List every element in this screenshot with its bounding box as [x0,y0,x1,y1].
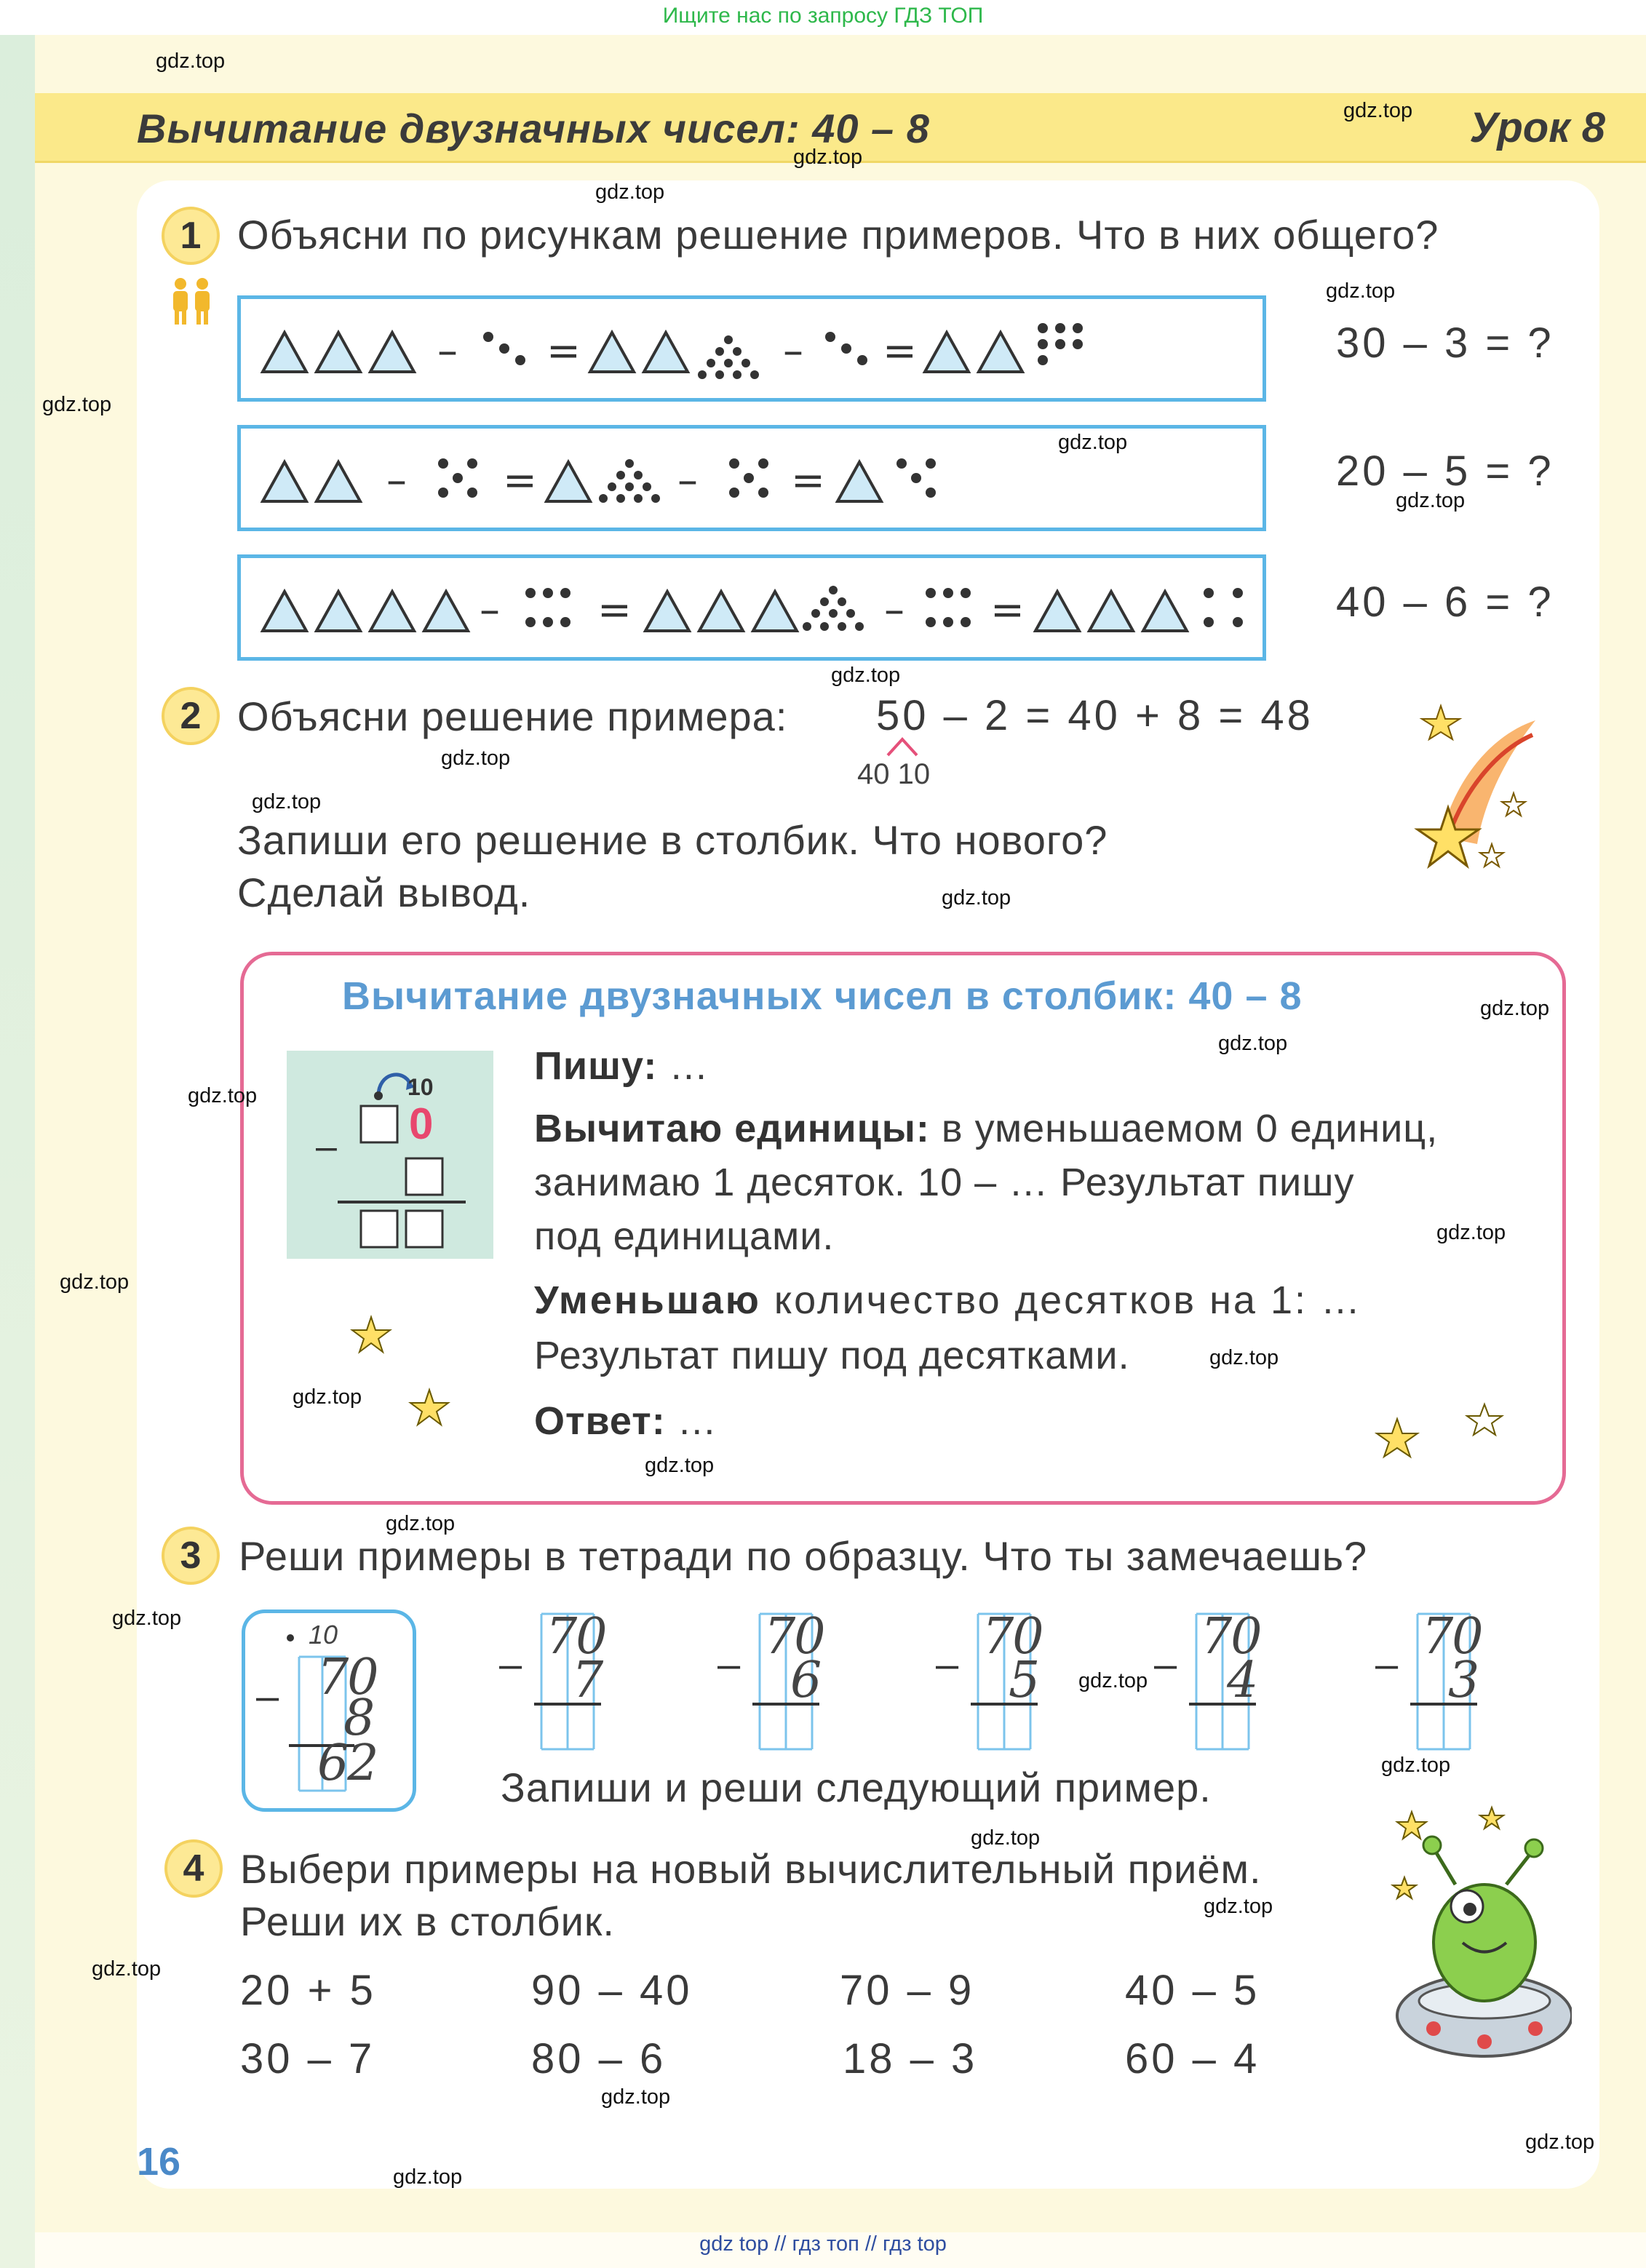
watermark: gdz.top [1396,489,1466,512]
svg-text:–: – [677,457,698,504]
svg-text:=: = [990,586,1025,634]
svg-text:=: = [791,457,825,504]
watermark: gdz.top [1436,1221,1506,1244]
page-number: 16 [137,2140,181,2184]
task3-example-5 [1368,1608,1528,1756]
bottom-banner[interactable]: gdz top // гдз топ // гдз top [699,2232,947,2256]
rule-p3-bold: Уменьшаю [534,1278,761,1322]
task1-picture-row-3 [237,554,1266,661]
example-3-top: 70 [982,1608,1043,1666]
task4-text1: Выбери примеры на новый вычислительный приём. [240,1846,1262,1892]
task2-text: Объясни решение примера: [237,693,788,739]
watermark: gdz.top [645,1454,715,1477]
example-4-sub: 4 [1227,1652,1259,1709]
task3-text: Реши примеры в тетради по образцу. Что ты замечаешь? [239,1533,1368,1579]
task1-picture-row-1 [237,295,1266,402]
task-number-4: 4 [164,1839,223,1898]
rule-p3-line2: Результат пишу под десятками. [534,1334,1130,1377]
svg-text:–: – [480,586,500,634]
triangles-dots-picture-3 [241,558,1263,657]
split-arrow-icon [885,735,920,757]
watermark: gdz.top [188,1084,258,1107]
example-3-minus: – [936,1641,959,1687]
decorative-stars-right [1368,1397,1528,1477]
sample-carry: 10 [309,1620,338,1650]
lesson-label: Урок 8 [1469,104,1605,151]
task2-line2: Запиши его решение в столбик. Что нового? [237,817,1108,863]
svg-text:=: = [597,586,632,634]
example-4-top: 70 [1201,1608,1261,1666]
svg-text:–: – [437,327,458,375]
rule-p2-line3: под единицами. [534,1214,835,1258]
watermark: gdz.top [386,1512,456,1535]
rule-p2 [534,1106,1438,1151]
watermark: gdz.top [92,1957,162,1981]
task1-text: Объясни по рисункам решение примеров. Что в них общего? [237,212,1439,258]
task3-example-1 [492,1608,652,1756]
rule-title: Вычитание двузначных чисел в столбик: 40 – 8 [342,974,1303,1018]
svg-text:=: = [503,457,537,504]
pair-work-icon [169,276,215,326]
task4-example-3: 70 – 9 [840,1967,975,2014]
watermark: gdz.top [112,1607,182,1630]
task3-footer: Запиши и реши следующий пример. [501,1764,1212,1810]
rule-p2-bold: Вычитаю единицы: [534,1107,930,1150]
watermark: gdz.top [793,146,863,169]
svg-text:–: – [386,457,407,504]
task4-example-2: 90 – 40 [531,1967,693,2014]
rule-p2-line2: занимаю 1 десяток. 10 – … Результат пишу [534,1161,1355,1204]
watermark: gdz.top [1343,99,1413,122]
watermark: gdz.top [601,2085,671,2109]
watermark: gdz.top [1204,1895,1273,1918]
watermark: gdz.top [1480,997,1550,1020]
task4-example-4: 40 – 5 [1125,1967,1260,2014]
example-1-sub: 7 [572,1652,604,1709]
example-3-sub: 5 [1009,1652,1041,1709]
svg-text:–: – [783,327,803,375]
page-title: Вычитание двузначных чисел: 40 – 8 [137,106,930,151]
top-banner[interactable]: Ищите нас по запросу ГДЗ ТОП [0,0,1646,35]
watermark: gdz.top [441,747,511,770]
comet-stars-illustration [1397,691,1543,880]
task3-example-3 [929,1608,1089,1756]
alien-ufo-illustration [1383,1797,1572,2081]
watermark: gdz.top [1525,2130,1595,2154]
task4-example-7: 18 – 3 [843,2035,978,2082]
rule-p2-rest: в уменьшаемом 0 единиц, [929,1107,1439,1150]
sample-result: 62 [317,1735,378,1792]
task4-example-5: 30 – 7 [240,2035,375,2082]
example-4-minus: – [1154,1641,1177,1687]
svg-text:–: – [884,586,904,634]
watermark: gdz.top [293,1385,362,1409]
watermark: gdz.top [1218,1032,1288,1055]
task1-equation-3: 40 – 6 = ? [1336,578,1554,626]
example-2-top: 70 [764,1608,824,1666]
rule-zero-digit: 0 [409,1099,434,1148]
task3-example-2 [710,1608,870,1756]
watermark: gdz.top [156,49,226,73]
task-number-1: 1 [162,207,220,265]
example-2-sub: 6 [790,1652,822,1709]
sample-top: 70 [317,1649,378,1706]
rule-p1-bold: Пишу: [534,1044,658,1088]
watermark: gdz.top [393,2165,463,2189]
triangles-dots-picture-1 [241,299,1263,398]
rule-p3 [534,1278,1362,1323]
task2-split: 40 10 [857,758,931,790]
rule-p1-rest: … [657,1044,709,1088]
watermark: gdz.top [1381,1754,1451,1777]
watermark: gdz.top [831,664,901,687]
rule-carry-label: 10 [407,1074,434,1100]
task4-text2: Реши их в столбик. [240,1898,615,1944]
watermark: gdz.top [1058,431,1128,454]
sample-minus: – [256,1673,279,1719]
rule-p4-bold: Ответ: [534,1399,666,1443]
task1-equation-2: 20 – 5 = ? [1336,447,1554,495]
watermark: gdz.top [971,1826,1041,1850]
decorative-stars-left [342,1310,473,1441]
watermark: gdz.top [1078,1669,1148,1692]
example-1-minus: – [499,1641,522,1687]
example-5-minus: – [1375,1641,1399,1687]
task4-example-8: 60 – 4 [1125,2035,1260,2082]
task4-example-6: 80 – 6 [531,2035,667,2082]
watermark: gdz.top [1209,1346,1279,1369]
rule-p1 [534,1043,709,1089]
watermark: gdz.top [252,790,322,813]
sample-sub: 8 [343,1690,375,1747]
task2-equation: 50 – 2 = 40 + 8 = 48 [876,692,1313,739]
left-strip [0,35,35,2268]
task2-line3: Сделай вывод. [237,870,531,915]
svg-text:=: = [883,327,917,375]
svg-text:=: = [546,327,581,375]
example-2-minus: – [717,1641,741,1687]
task1-equation-1: 30 – 3 = ? [1336,319,1554,367]
watermark: gdz.top [942,886,1011,910]
rule-p3-rest: количество десятков на 1: … [760,1278,1362,1322]
rule-p4-rest: … [665,1399,717,1443]
task4-example-1: 20 + 5 [240,1967,376,2014]
rule-p4 [534,1398,717,1444]
watermark: gdz.top [595,180,665,204]
task-number-2: 2 [162,687,220,745]
watermark: gdz.top [1326,279,1396,303]
watermark: gdz.top [42,393,112,416]
task3-example-4 [1147,1608,1307,1756]
task-number-3: 3 [162,1527,220,1585]
watermark: gdz.top [60,1270,130,1294]
rule-minus-sign: – [316,1126,337,1168]
example-5-top: 70 [1422,1608,1482,1666]
example-1-top: 70 [546,1608,606,1666]
example-5-sub: 3 [1448,1652,1480,1709]
